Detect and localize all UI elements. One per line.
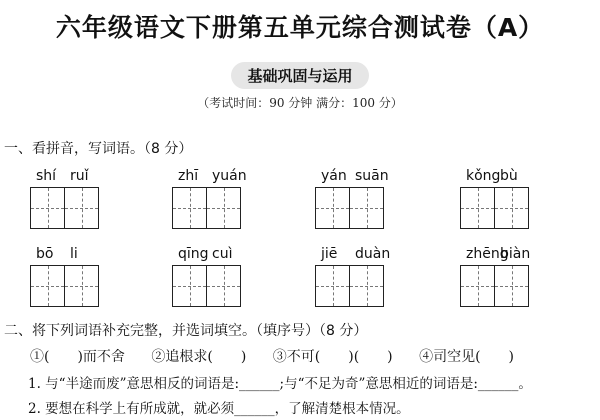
pinyin-label: shí (36, 168, 57, 184)
pinyin-item (30, 168, 140, 248)
cell-guide-horizontal (31, 208, 64, 209)
idiom-options (30, 346, 536, 366)
writing-cell[interactable] (64, 265, 99, 307)
cell-guide-horizontal (31, 286, 64, 287)
pinyin-item (172, 168, 282, 248)
cell-guide-horizontal (173, 208, 206, 209)
pinyin-label: ruǐ (70, 168, 89, 184)
section1-heading: 一、看拼音，写词语。（8 分） (4, 141, 193, 157)
exam-subtitle: 基础巩固与运用 (231, 62, 368, 89)
cell-guide-horizontal (350, 208, 383, 209)
cell-guide-horizontal (350, 286, 383, 287)
pinyin-label: yuán (212, 168, 247, 184)
cell-guide-horizontal (207, 286, 240, 287)
exam-meta: （考试时间：90 分钟 满分：100 分） (197, 96, 403, 110)
writing-cell[interactable] (30, 265, 65, 307)
idiom-option-3: ③不可( )( ) (272, 349, 393, 365)
cell-guide-horizontal (495, 208, 528, 209)
writing-cell[interactable] (349, 265, 384, 307)
cell-guide-horizontal (173, 286, 206, 287)
exam-title: 六年级语文下册第五单元综合测试卷（A） (55, 13, 545, 42)
pinyin-label: qīng (178, 246, 209, 262)
pinyin-item (315, 246, 425, 326)
cell-guide-horizontal (461, 286, 494, 287)
writing-cell[interactable] (206, 187, 241, 229)
writing-cell[interactable] (206, 265, 241, 307)
pinyin-item (460, 168, 570, 248)
writing-cell[interactable] (494, 187, 529, 229)
writing-cell[interactable] (64, 187, 99, 229)
cell-guide-horizontal (316, 208, 349, 209)
cell-guide-horizontal (65, 208, 98, 209)
idiom-option-1: ①( )而不舍 (30, 349, 125, 365)
pinyin-label: zhī (178, 168, 199, 184)
writing-cell[interactable] (172, 265, 207, 307)
cell-guide-horizontal (461, 208, 494, 209)
question-1: 1. 与“半途而废”意思相反的词语是:______;与“不足为奇”意思相近的词语是:______。 (28, 376, 532, 392)
pinyin-label: yán (321, 168, 347, 184)
pinyin-label: li (70, 246, 78, 262)
pinyin-label: bō (36, 246, 54, 262)
subtitle-wrap (0, 62, 600, 89)
writing-cell[interactable] (349, 187, 384, 229)
writing-cell[interactable] (460, 187, 495, 229)
idiom-option-2: ②追根求( ) (151, 349, 247, 365)
pinyin-label: zhēng (466, 246, 509, 262)
pinyin-label: kǒng (466, 168, 501, 184)
writing-cell[interactable] (315, 265, 350, 307)
writing-cell[interactable] (172, 187, 207, 229)
pinyin-item (460, 246, 570, 326)
pinyin-label: biàn (500, 246, 531, 262)
cell-guide-horizontal (316, 286, 349, 287)
cell-guide-horizontal (207, 208, 240, 209)
pinyin-label: cuì (212, 246, 233, 262)
pinyin-item (30, 246, 140, 326)
writing-cell[interactable] (30, 187, 65, 229)
writing-cell[interactable] (460, 265, 495, 307)
section2-heading: 二、将下列词语补充完整，并选词填空。（填序号）（8 分） (4, 323, 368, 339)
idiom-option-4: ④司空见( ) (419, 349, 515, 365)
pinyin-label: bù (500, 168, 518, 184)
pinyin-label: duàn (355, 246, 391, 262)
writing-cell[interactable] (494, 265, 529, 307)
question-2: 2. 要想在科学上有所成就，就必须______，了解清楚根本情况。 (28, 401, 410, 417)
pinyin-item (315, 168, 425, 248)
pinyin-label: jiē (321, 246, 338, 262)
cell-guide-horizontal (65, 286, 98, 287)
pinyin-label: suān (355, 168, 389, 184)
cell-guide-horizontal (495, 286, 528, 287)
pinyin-item (172, 246, 282, 326)
writing-cell[interactable] (315, 187, 350, 229)
